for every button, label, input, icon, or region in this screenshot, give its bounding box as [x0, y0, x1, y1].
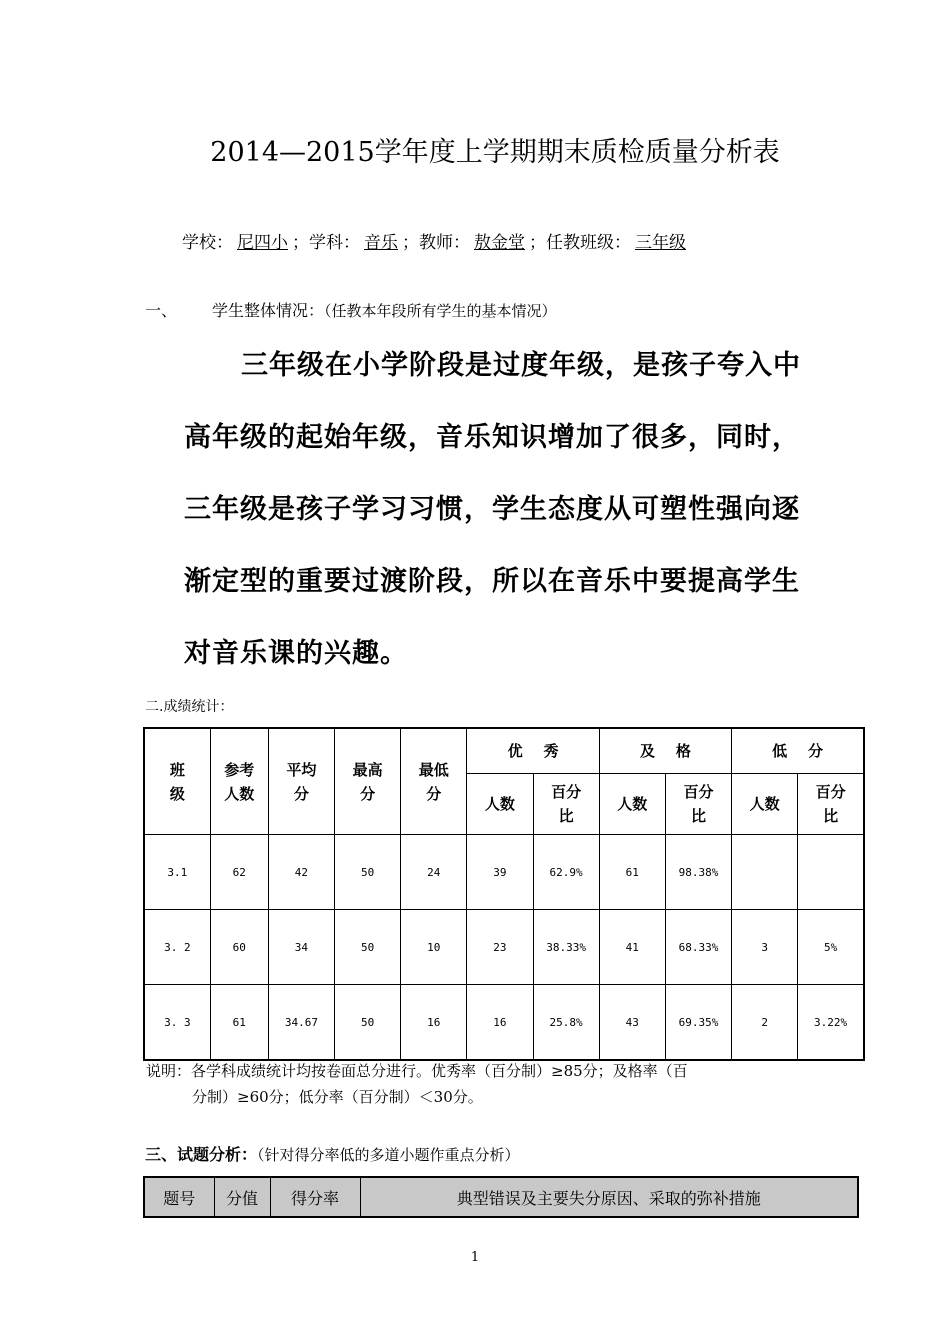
- cell-excellent-percent: 25.8%: [533, 985, 599, 1061]
- table-row: [144, 835, 864, 910]
- cell-excellent-count: 16: [467, 985, 533, 1061]
- header-points: 分值: [214, 1177, 270, 1217]
- school-label: 学校：: [182, 233, 233, 253]
- section2-heading: 二.成绩统计：: [145, 699, 234, 715]
- cell-average: 34: [268, 910, 334, 985]
- teacher-value: 敖金堂: [474, 233, 525, 253]
- cell-low-count: 3: [732, 910, 798, 985]
- cell-low-percent: 5%: [798, 910, 864, 985]
- school-value: 尼四小: [237, 233, 288, 253]
- cell-average: 34.67: [268, 985, 334, 1061]
- cell-excellent-count: 39: [467, 835, 533, 910]
- cell-excellent-percent: 62.9%: [533, 835, 599, 910]
- cell-max: 50: [335, 985, 401, 1061]
- cell-excellent-count: 23: [467, 910, 533, 985]
- header-score-rate: 得分率: [270, 1177, 360, 1217]
- cell-pass-count: 43: [599, 985, 665, 1061]
- cell-average: 42: [268, 835, 334, 910]
- analysis-table: [143, 1176, 859, 1218]
- cell-class: 3. 3: [144, 985, 210, 1061]
- header-class: 班级: [144, 728, 210, 835]
- header-pass: 及 格: [599, 728, 731, 774]
- cell-min: 24: [401, 835, 467, 910]
- header-low: 低 分: [732, 728, 864, 774]
- cell-min: 16: [401, 985, 467, 1061]
- cell-examinees: 61: [210, 985, 268, 1061]
- header-examinees: 参考人数: [210, 728, 268, 835]
- cell-pass-percent: 69.35%: [665, 985, 731, 1061]
- score-table: [143, 727, 865, 1061]
- header-pass-count: 人数: [599, 774, 665, 835]
- cell-low-count: [732, 835, 798, 910]
- cell-class: 3. 2: [144, 910, 210, 985]
- header-question-no: 题号: [144, 1177, 214, 1217]
- cell-pass-count: 61: [599, 835, 665, 910]
- cell-low-count: 2: [732, 985, 798, 1061]
- section1-title: 学生整体情况：: [212, 301, 325, 320]
- header-min: 最低分: [401, 728, 467, 835]
- section1-paragraph: 三年级在小学阶段是过度年级，是孩子夸入中高年级的起始年级，音乐知识增加了很多，同时，三年级是孩子学习习惯，学生态度从可塑性强向逐渐定型的重要过渡阶段，所以在音乐中要提高学生对音乐课的兴趣。: [184, 350, 801, 669]
- section1-note: （任教本年段所有学生的基本情况）: [324, 302, 557, 320]
- cell-max: 50: [335, 910, 401, 985]
- cell-max: 50: [335, 835, 401, 910]
- subject-value: 音乐: [364, 233, 398, 253]
- teacher-label: ；教师：: [402, 233, 470, 253]
- score-note: [146, 1058, 826, 1110]
- header-low-percent: 百分比: [798, 774, 864, 835]
- header-low-count: 人数: [732, 774, 798, 835]
- section1-number: 一、: [145, 301, 178, 320]
- score-header-row: [144, 728, 864, 774]
- section3-heading: [145, 1142, 520, 1165]
- cell-class: 3.1: [144, 835, 210, 910]
- header-average: 平均分: [268, 728, 334, 835]
- cell-examinees: 62: [210, 835, 268, 910]
- header-max: 最高分: [335, 728, 401, 835]
- table-row: [144, 910, 864, 985]
- cell-min: 10: [401, 910, 467, 985]
- class-value: 三年级: [635, 233, 686, 253]
- info-line: [182, 228, 690, 253]
- header-excellent: 优 秀: [467, 728, 599, 774]
- score-note-line2: 分制）≥60分；低分率（百分制）＜30分。: [192, 1088, 483, 1106]
- subject-label: ；学科：: [292, 233, 360, 253]
- header-error-analysis: 典型错误及主要失分原因、采取的弥补措施: [360, 1177, 858, 1217]
- class-label: ；任教班级：: [529, 233, 631, 253]
- cell-pass-count: 41: [599, 910, 665, 985]
- document-title: 2014—2015学年度上学期期末质检质量分析表: [210, 137, 780, 168]
- cell-examinees: 60: [210, 910, 268, 985]
- table-row: [144, 985, 864, 1061]
- header-pass-percent: 百分比: [665, 774, 731, 835]
- cell-low-percent: [798, 835, 864, 910]
- page-number: 1: [470, 1250, 480, 1265]
- cell-pass-percent: 68.33%: [665, 910, 731, 985]
- score-note-line1: 说明：各学科成绩统计均按卷面总分进行。优秀率（百分制）≥85分；及格率（百: [146, 1062, 688, 1080]
- header-excellent-count: 人数: [467, 774, 533, 835]
- cell-pass-percent: 98.38%: [665, 835, 731, 910]
- analysis-header-row: [144, 1177, 858, 1217]
- header-excellent-percent: 百分比: [533, 774, 599, 835]
- section3-note: （针对得分率低的多道小题作重点分析）: [257, 1146, 520, 1164]
- cell-excellent-percent: 38.33%: [533, 910, 599, 985]
- section3-title: 三、试题分析：: [145, 1145, 258, 1164]
- cell-low-percent: 3.22%: [798, 985, 864, 1061]
